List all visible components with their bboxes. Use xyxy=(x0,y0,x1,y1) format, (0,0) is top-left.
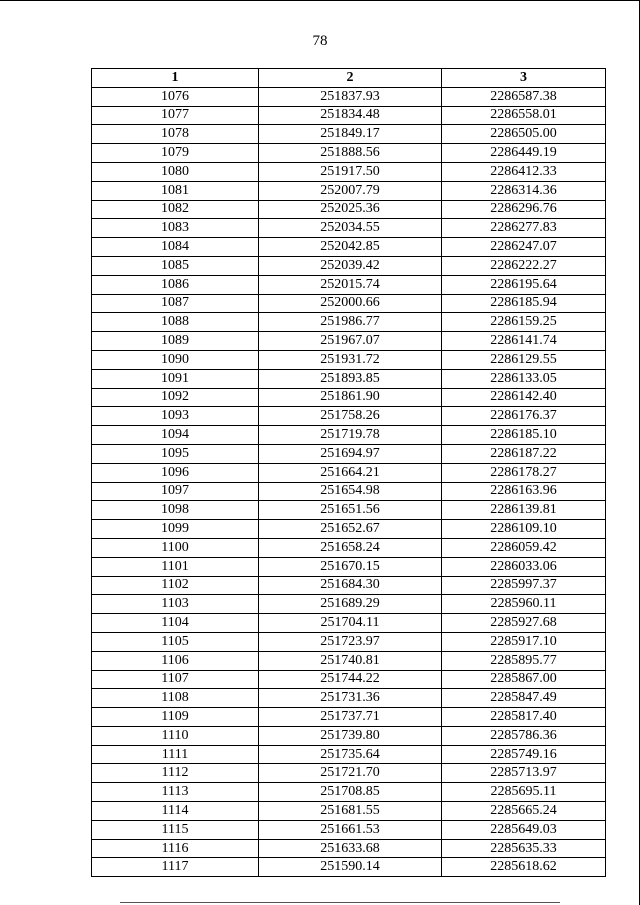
table-row xyxy=(92,576,606,595)
table-row xyxy=(92,689,606,708)
point-number-cell: 1107 xyxy=(92,670,259,689)
point-number-cell: 1112 xyxy=(92,764,259,783)
table-row xyxy=(92,482,606,501)
x-coordinate-cell: 251654.98 xyxy=(259,482,442,501)
x-coordinate-cell: 251917.50 xyxy=(259,162,442,181)
table-row xyxy=(92,200,606,219)
table-row xyxy=(92,463,606,482)
y-coordinate-cell: 2285895.77 xyxy=(442,651,606,670)
y-coordinate-cell: 2285786.36 xyxy=(442,726,606,745)
page-number: 78 xyxy=(312,33,328,49)
table-header-row xyxy=(92,69,606,88)
y-coordinate-cell: 2286222.27 xyxy=(442,256,606,275)
coordinates-table xyxy=(91,68,606,877)
point-number-cell: 1097 xyxy=(92,482,259,501)
point-number-cell: 1078 xyxy=(92,125,259,144)
y-coordinate-cell: 2286059.42 xyxy=(442,538,606,557)
x-coordinate-cell: 251661.53 xyxy=(259,820,442,839)
point-number-cell: 1095 xyxy=(92,444,259,463)
x-coordinate-cell: 251834.48 xyxy=(259,106,442,125)
table-row xyxy=(92,125,606,144)
point-number-cell: 1096 xyxy=(92,463,259,482)
y-coordinate-cell: 2285917.10 xyxy=(442,632,606,651)
table-row xyxy=(92,219,606,238)
y-coordinate-cell: 2286141.74 xyxy=(442,332,606,351)
y-coordinate-cell: 2285618.62 xyxy=(442,858,606,877)
table-row xyxy=(92,839,606,858)
y-coordinate-cell: 2285665.24 xyxy=(442,802,606,821)
table-row xyxy=(92,444,606,463)
column-header-2: 2 xyxy=(259,69,442,88)
table-row xyxy=(92,745,606,764)
y-coordinate-cell: 2285817.40 xyxy=(442,708,606,727)
y-coordinate-cell: 2286449.19 xyxy=(442,144,606,163)
x-coordinate-cell: 251737.71 xyxy=(259,708,442,727)
x-coordinate-cell: 251758.26 xyxy=(259,407,442,426)
table-row xyxy=(92,162,606,181)
table-row xyxy=(92,670,606,689)
point-number-cell: 1110 xyxy=(92,726,259,745)
x-coordinate-cell: 251684.30 xyxy=(259,576,442,595)
table-row xyxy=(92,106,606,125)
x-coordinate-cell: 251731.36 xyxy=(259,689,442,708)
table-row xyxy=(92,783,606,802)
table-row xyxy=(92,181,606,200)
table-row xyxy=(92,350,606,369)
table-row xyxy=(92,426,606,445)
point-number-cell: 1115 xyxy=(92,820,259,839)
x-coordinate-cell: 251721.70 xyxy=(259,764,442,783)
x-coordinate-cell: 251681.55 xyxy=(259,802,442,821)
x-coordinate-cell: 251849.17 xyxy=(259,125,442,144)
table-row xyxy=(92,275,606,294)
y-coordinate-cell: 2286109.10 xyxy=(442,520,606,539)
point-number-cell: 1091 xyxy=(92,369,259,388)
y-coordinate-cell: 2285997.37 xyxy=(442,576,606,595)
x-coordinate-cell: 252039.42 xyxy=(259,256,442,275)
y-coordinate-cell: 2286187.22 xyxy=(442,444,606,463)
x-coordinate-cell: 251744.22 xyxy=(259,670,442,689)
point-number-cell: 1092 xyxy=(92,388,259,407)
point-number-cell: 1106 xyxy=(92,651,259,670)
table-row xyxy=(92,802,606,821)
y-coordinate-cell: 2286412.33 xyxy=(442,162,606,181)
table-row xyxy=(92,238,606,257)
y-coordinate-cell: 2285713.97 xyxy=(442,764,606,783)
y-coordinate-cell: 2286247.07 xyxy=(442,238,606,257)
point-number-cell: 1099 xyxy=(92,520,259,539)
y-coordinate-cell: 2286033.06 xyxy=(442,557,606,576)
x-coordinate-cell: 251739.80 xyxy=(259,726,442,745)
point-number-cell: 1076 xyxy=(92,87,259,106)
x-coordinate-cell: 251651.56 xyxy=(259,501,442,520)
x-coordinate-cell: 252025.36 xyxy=(259,200,442,219)
point-number-cell: 1084 xyxy=(92,238,259,257)
x-coordinate-cell: 251658.24 xyxy=(259,538,442,557)
table-row xyxy=(92,520,606,539)
table-row xyxy=(92,764,606,783)
y-coordinate-cell: 2285847.49 xyxy=(442,689,606,708)
x-coordinate-cell: 251689.29 xyxy=(259,595,442,614)
table-row xyxy=(92,858,606,877)
table-body xyxy=(92,87,606,876)
x-coordinate-cell: 251837.93 xyxy=(259,87,442,106)
point-number-cell: 1113 xyxy=(92,783,259,802)
x-coordinate-cell: 251694.97 xyxy=(259,444,442,463)
x-coordinate-cell: 251740.81 xyxy=(259,651,442,670)
point-number-cell: 1105 xyxy=(92,632,259,651)
x-coordinate-cell: 251652.67 xyxy=(259,520,442,539)
table-row xyxy=(92,651,606,670)
point-number-cell: 1083 xyxy=(92,219,259,238)
x-coordinate-cell: 252000.66 xyxy=(259,294,442,313)
table-row xyxy=(92,820,606,839)
y-coordinate-cell: 2286277.83 xyxy=(442,219,606,238)
point-number-cell: 1109 xyxy=(92,708,259,727)
table-row xyxy=(92,332,606,351)
x-coordinate-cell: 251719.78 xyxy=(259,426,442,445)
x-coordinate-cell: 252007.79 xyxy=(259,181,442,200)
point-number-cell: 1077 xyxy=(92,106,259,125)
point-number-cell: 1085 xyxy=(92,256,259,275)
point-number-cell: 1114 xyxy=(92,802,259,821)
point-number-cell: 1090 xyxy=(92,350,259,369)
y-coordinate-cell: 2286296.76 xyxy=(442,200,606,219)
y-coordinate-cell: 2286129.55 xyxy=(442,350,606,369)
table-row xyxy=(92,407,606,426)
point-number-cell: 1100 xyxy=(92,538,259,557)
x-coordinate-cell: 251704.11 xyxy=(259,614,442,633)
point-number-cell: 1088 xyxy=(92,313,259,332)
point-number-cell: 1098 xyxy=(92,501,259,520)
x-coordinate-cell: 251986.77 xyxy=(259,313,442,332)
table-row xyxy=(92,501,606,520)
point-number-cell: 1080 xyxy=(92,162,259,181)
x-coordinate-cell: 251861.90 xyxy=(259,388,442,407)
y-coordinate-cell: 2286314.36 xyxy=(442,181,606,200)
y-coordinate-cell: 2286178.27 xyxy=(442,463,606,482)
point-number-cell: 1117 xyxy=(92,858,259,877)
table-row xyxy=(92,708,606,727)
table-row xyxy=(92,388,606,407)
point-number-cell: 1081 xyxy=(92,181,259,200)
table-row xyxy=(92,595,606,614)
y-coordinate-cell: 2286587.38 xyxy=(442,87,606,106)
y-coordinate-cell: 2286185.94 xyxy=(442,294,606,313)
point-number-cell: 1082 xyxy=(92,200,259,219)
point-number-cell: 1101 xyxy=(92,557,259,576)
table-row xyxy=(92,726,606,745)
table-row xyxy=(92,256,606,275)
table-row xyxy=(92,557,606,576)
column-header-3: 3 xyxy=(442,69,606,88)
point-number-cell: 1102 xyxy=(92,576,259,595)
y-coordinate-cell: 2285649.03 xyxy=(442,820,606,839)
y-coordinate-cell: 2286133.05 xyxy=(442,369,606,388)
point-number-cell: 1089 xyxy=(92,332,259,351)
y-coordinate-cell: 2286176.37 xyxy=(442,407,606,426)
y-coordinate-cell: 2285927.68 xyxy=(442,614,606,633)
point-number-cell: 1108 xyxy=(92,689,259,708)
y-coordinate-cell: 2286195.64 xyxy=(442,275,606,294)
x-coordinate-cell: 251735.64 xyxy=(259,745,442,764)
point-number-cell: 1104 xyxy=(92,614,259,633)
y-coordinate-cell: 2286185.10 xyxy=(442,426,606,445)
x-coordinate-cell: 251893.85 xyxy=(259,369,442,388)
point-number-cell: 1087 xyxy=(92,294,259,313)
y-coordinate-cell: 2286142.40 xyxy=(442,388,606,407)
table-row xyxy=(92,144,606,163)
table-row xyxy=(92,313,606,332)
x-coordinate-cell: 251967.07 xyxy=(259,332,442,351)
x-coordinate-cell: 252034.55 xyxy=(259,219,442,238)
point-number-cell: 1116 xyxy=(92,839,259,858)
point-number-cell: 1103 xyxy=(92,595,259,614)
y-coordinate-cell: 2285635.33 xyxy=(442,839,606,858)
x-coordinate-cell: 251590.14 xyxy=(259,858,442,877)
y-coordinate-cell: 2286558.01 xyxy=(442,106,606,125)
x-coordinate-cell: 252015.74 xyxy=(259,275,442,294)
page-bottom-edge xyxy=(120,902,560,903)
point-number-cell: 1094 xyxy=(92,426,259,445)
y-coordinate-cell: 2286163.96 xyxy=(442,482,606,501)
page-top-edge xyxy=(0,0,640,1)
x-coordinate-cell: 251931.72 xyxy=(259,350,442,369)
y-coordinate-cell: 2285960.11 xyxy=(442,595,606,614)
point-number-cell: 1086 xyxy=(92,275,259,294)
x-coordinate-cell: 251670.15 xyxy=(259,557,442,576)
x-coordinate-cell: 251633.68 xyxy=(259,839,442,858)
x-coordinate-cell: 251664.21 xyxy=(259,463,442,482)
point-number-cell: 1111 xyxy=(92,745,259,764)
table-row xyxy=(92,369,606,388)
y-coordinate-cell: 2286505.00 xyxy=(442,125,606,144)
y-coordinate-cell: 2286139.81 xyxy=(442,501,606,520)
x-coordinate-cell: 251888.56 xyxy=(259,144,442,163)
point-number-cell: 1079 xyxy=(92,144,259,163)
y-coordinate-cell: 2285749.16 xyxy=(442,745,606,764)
table-row xyxy=(92,87,606,106)
x-coordinate-cell: 251708.85 xyxy=(259,783,442,802)
table-row xyxy=(92,632,606,651)
table-row xyxy=(92,294,606,313)
table-row xyxy=(92,538,606,557)
column-header-1: 1 xyxy=(92,69,259,88)
table-row xyxy=(92,614,606,633)
point-number-cell: 1093 xyxy=(92,407,259,426)
y-coordinate-cell: 2285867.00 xyxy=(442,670,606,689)
y-coordinate-cell: 2285695.11 xyxy=(442,783,606,802)
y-coordinate-cell: 2286159.25 xyxy=(442,313,606,332)
x-coordinate-cell: 252042.85 xyxy=(259,238,442,257)
x-coordinate-cell: 251723.97 xyxy=(259,632,442,651)
